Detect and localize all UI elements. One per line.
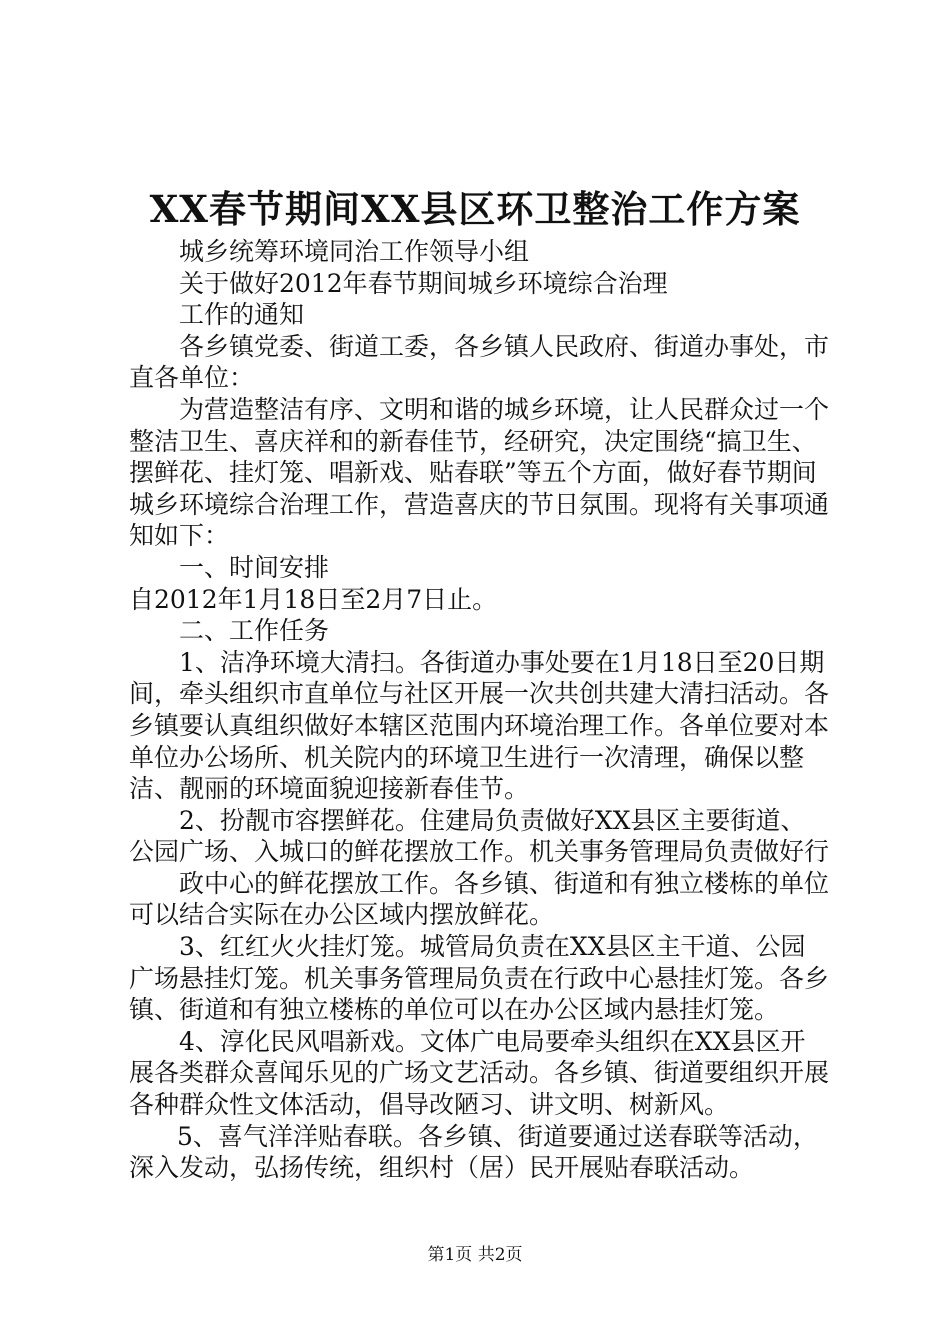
section-heading-schedule: 一、时间安排 [179, 552, 330, 582]
paragraph-task-1: 1、洁净环境大清扫。各街道办事处要在1月18日至20日期间，牵头组织市直单位与社区开展一次共创共建大清扫活动。各乡镇要认真组织做好本辖区范围内环境治理工作。各单位要对本单位办公场所、机关院内的环境卫生进行一次清理，确保以整洁、靓丽的环境面貌迎接新春佳节。 [129, 647, 830, 804]
document-title: XX春节期间XX县区环卫整治工作方案 [149, 187, 801, 231]
paragraph-task-2: 2、扮靓市容摆鲜花。住建局负责做好XX县区主要街道、公园广场、入城口的鲜花摆放工作。机关事务管理局负责做好行 [129, 805, 830, 867]
paragraph-recipients: 各乡镇党委、街道工委，各乡镇人民政府、街道办事处，市直各单位： [129, 331, 830, 393]
paragraph-task-3: 3、红红火火挂灯笼。城管局负责在XX县区主干道、公园广场悬挂灯笼。机关事务管理局负责在行政中心悬挂灯笼。各乡镇、街道和有独立楼栋的单位可以在办公区域内悬挂灯笼。 [129, 932, 830, 1025]
paragraph-schedule: 自2012年1月18日至2月7日止。 [129, 584, 498, 614]
paragraph-task-4: 4、淳化民风唱新戏。文体广电局要牵头组织在XX县区开展各类群众喜闻乐见的广场文艺活动。各乡镇、街道要组织开展各种群众性文体活动，倡导改陋习、讲文明、树新风。 [129, 1026, 830, 1120]
document-body [129, 236, 829, 1184]
paragraph-task-5: 5、喜气洋洋贴春联。各乡镇、街道要通过送春联等活动，深入发动，弘扬传统，组织村（居）民开展贴春联活动。 [129, 1121, 818, 1183]
page-number-footer: 第1页 共2页 [427, 1245, 523, 1265]
paragraph-notice-title-line2: 工作的通知 [179, 300, 305, 330]
paragraph-notice-title-line1: 关于做好2012年春节期间城乡环境综合治理 [179, 268, 668, 298]
paragraph-intro: 为营造整洁有序、文明和谐的城乡环境，让人民群众过一个整洁卫生、喜庆祥和的新春佳节，经研究，决定围绕“搞卫生、摆鲜花、挂灯笼、唱新戏、贴春联”等五个方面，做好春节期间城乡环境综合治理工作，营造喜庆的节日氛围。现将有关事项通知如下： [129, 394, 830, 551]
paragraph-task-2-continued: 政中心的鲜花摆放工作。各乡镇、街道和有独立楼栋的单位可以结合实际在办公区域内摆放鲜花。 [129, 868, 830, 930]
paragraph-issuer: 城乡统筹环境同治工作领导小组 [179, 237, 530, 266]
section-heading-tasks: 二、工作任务 [179, 616, 330, 646]
